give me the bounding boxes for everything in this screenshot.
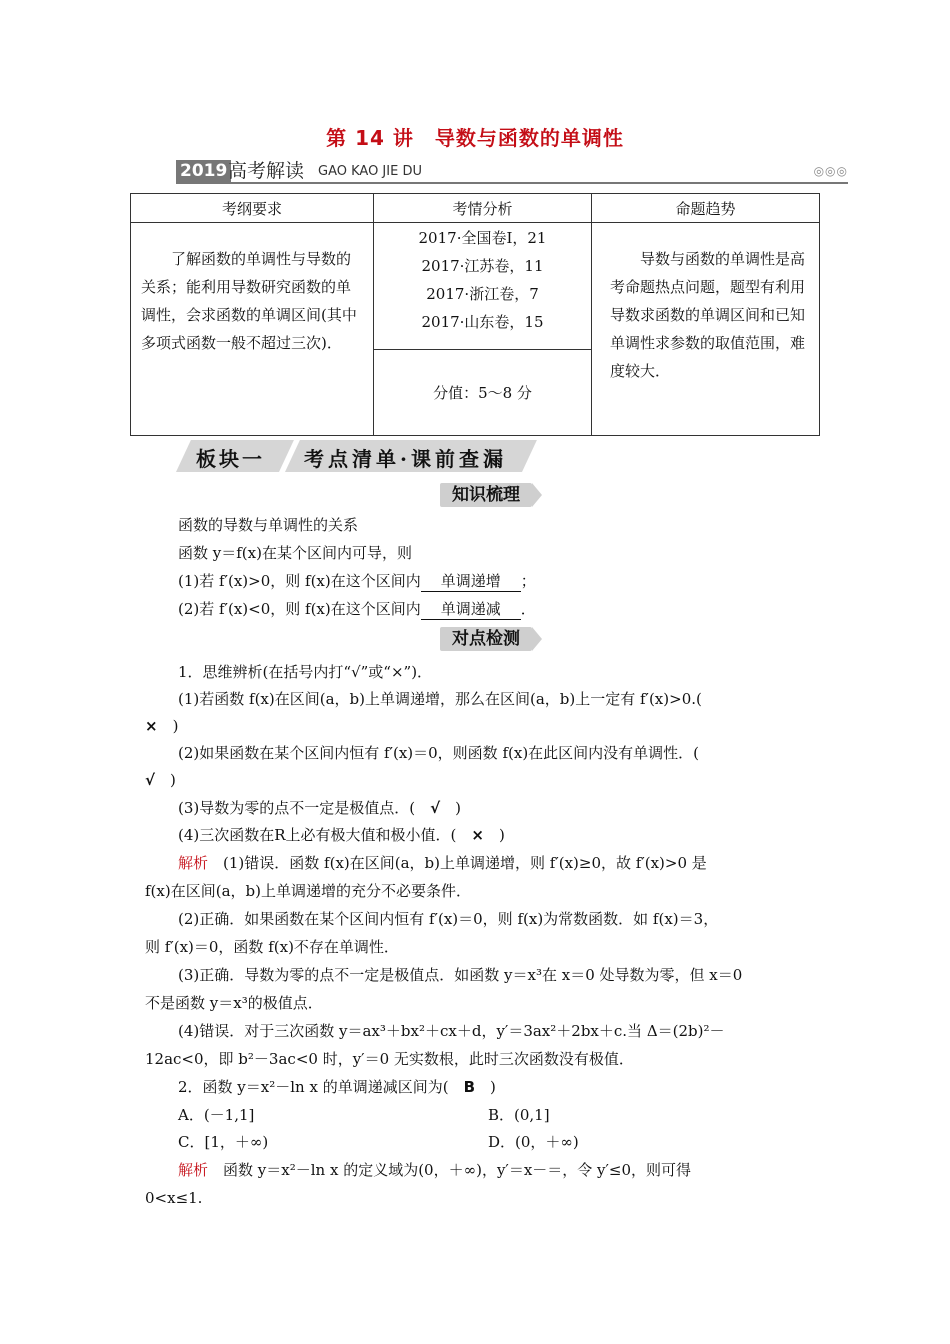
analysis-line: 12ac<0，即 b²－3ac<0 时，y′＝0 无实数根，此时三次函数没有极值． <box>145 1050 634 1068</box>
table-header: 考情分析 <box>374 194 592 223</box>
analysis-text: 函数 y＝x²－ln x 的定义域为(0，＋∞)，y′＝x－＝，令 y′≤0，则可得 <box>223 1161 692 1179</box>
check-tag: 对点检测 <box>440 627 532 651</box>
trend-cell: 导数与函数的单调性是高考命题热点问题，题型有利用导数求函数的单调区间和已知单调性求参数的取值范围，难度较大． <box>592 223 820 436</box>
knowledge-line: 函数的导数与单调性的关系 <box>178 516 359 534</box>
banner-subtitle: GAO KAO JIE DU <box>318 164 422 179</box>
section-banner <box>176 440 526 474</box>
statement: (1)若函数 f(x)在区间(a，b)上单调递增，那么在区间(a，b)上一定有 f′(x)>0.( <box>178 690 702 708</box>
exam-list-cell <box>374 223 592 350</box>
option-a: A．(－1,1] <box>178 1106 255 1124</box>
analysis-label: 解析 <box>178 1161 209 1179</box>
fill-blank: 单调递减 <box>421 599 521 620</box>
exam-item: 2017·全国卷Ⅰ，21 <box>418 229 547 247</box>
knowledge-text: (2)若 f′(x)<0，则 f(x)在这个区间内 <box>178 600 421 618</box>
statement: (2)如果函数在某个区间内恒有 f′(x)＝0，则函数 f(x)在此区间内没有单调性．( <box>178 744 700 762</box>
analysis-line <box>178 1160 691 1180</box>
exam-item: 2017·江苏卷，11 <box>421 257 544 275</box>
exam-table <box>130 193 820 436</box>
fill-blank: 单调递增 <box>421 571 521 592</box>
paren: ) <box>490 1078 496 1096</box>
statement-text: (3)导数为零的点不一定是极值点．( <box>178 799 416 817</box>
cross-mark: × <box>145 717 158 735</box>
analysis-line: 则 f′(x)＝0，函数 f(x)不存在单调性． <box>145 938 399 956</box>
knowledge-line <box>178 571 536 592</box>
paren: ) <box>170 771 176 789</box>
statement <box>178 798 461 818</box>
option-b: B．(0,1] <box>488 1106 550 1124</box>
score-cell: 分值：5～8 分 <box>374 349 592 435</box>
banner-divider <box>176 182 848 184</box>
analysis-text: (1)错误．函数 f(x)在区间(a，b)上单调递增，则 f′(x)≥0，故 f′(x)>0 是 <box>223 854 707 872</box>
knowledge-text: ； <box>520 572 536 590</box>
statement-answer <box>145 770 176 790</box>
paren: ) <box>455 799 462 817</box>
table-header: 命题趋势 <box>592 194 820 223</box>
exam-item: 2017·浙江卷，7 <box>426 285 539 303</box>
analysis-line <box>178 853 707 873</box>
section-title: 考点清单·课前查漏 <box>304 447 507 471</box>
option-c: C．[1，＋∞) <box>178 1133 269 1151</box>
check-mark: √ <box>430 799 441 817</box>
statement-text: (4)三次函数在R上必有极大值和极小值．( <box>178 826 457 844</box>
stem-text: 2．函数 y＝x²－ln x 的单调递减区间为( <box>178 1078 449 1096</box>
statement-answer <box>145 716 178 736</box>
analysis-line: (3)正确．导数为零的点不一定是极值点．如函数 y＝x³在 x＝0 处导数为零，但 x＝0 <box>178 966 743 984</box>
knowledge-text: (1)若 f′(x)>0，则 f(x)在这个区间内 <box>178 572 421 590</box>
requirement-cell: 了解函数的单调性与导数的关系；能利用导数研究函数的单调性，会求函数的单调区间(其中多项式函数一般不超过三次)． <box>131 223 374 436</box>
decorative-dots-icon: ◎◎◎ <box>813 164 848 178</box>
paren: ) <box>172 717 179 735</box>
analysis-line: (4)错误．对于三次函数 y＝ax³＋bx²＋cx＋d，y′＝3ax²＋2bx＋c.当 Δ＝(2b)²－ <box>178 1022 725 1040</box>
section-label: 板块一 <box>196 447 265 471</box>
table-header: 考纲要求 <box>131 194 374 223</box>
cross-mark: × <box>471 826 484 844</box>
exam-item: 2017·山东卷，15 <box>421 313 544 331</box>
paren: ) <box>499 826 505 844</box>
page-title: 第 14 讲 导数与函数的单调性 <box>326 126 624 150</box>
answer-choice: B <box>463 1078 476 1096</box>
banner-year: 2019 <box>176 160 231 182</box>
analysis-line: 0<x≤1. <box>145 1189 203 1207</box>
check-mark: √ <box>145 771 156 789</box>
analysis-line: f(x)在区间(a，b)上单调递增的充分不必要条件． <box>145 882 471 900</box>
statement <box>178 825 505 845</box>
exam-banner <box>176 160 848 184</box>
banner-title: 高考解读 <box>228 160 305 182</box>
knowledge-line: 函数 y＝f(x)在某个区间内可导，则 <box>178 544 412 562</box>
question-stem: 1．思维辨析(在括号内打“√”或“×”)． <box>178 663 433 681</box>
question-stem <box>178 1077 496 1097</box>
analysis-line: (2)正确．如果函数在某个区间内恒有 f′(x)＝0，则 f(x)为常数函数．如 f(x)＝3， <box>178 910 719 928</box>
analysis-line: 不是函数 y＝x³的极值点． <box>145 994 323 1012</box>
option-d: D．(0，＋∞) <box>488 1133 579 1151</box>
analysis-label: 解析 <box>178 854 209 872</box>
knowledge-tag: 知识梳理 <box>440 483 532 507</box>
knowledge-text: ． <box>520 600 536 618</box>
knowledge-line <box>178 599 536 620</box>
